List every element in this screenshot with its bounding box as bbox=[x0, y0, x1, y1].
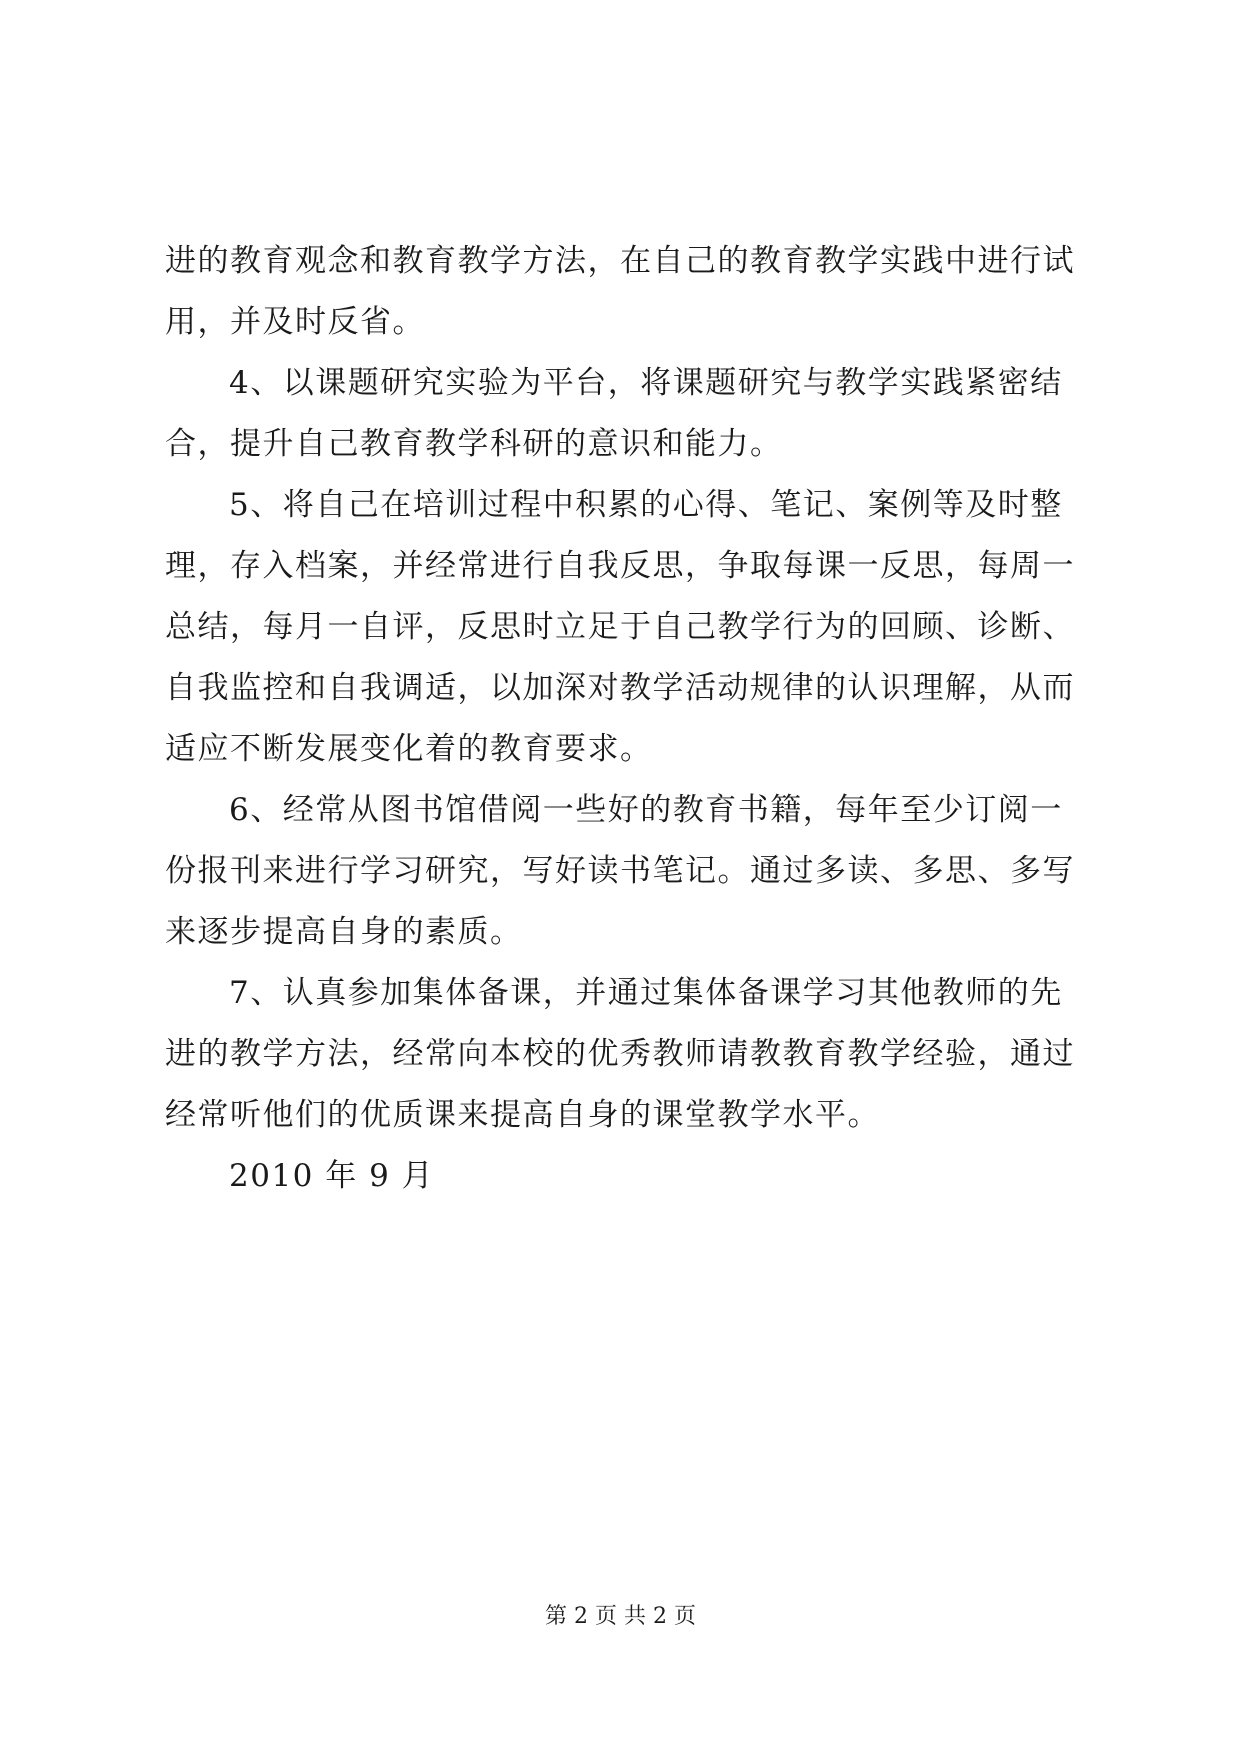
text-line: 总结，每月一自评，反思时立足于自己教学行为的回顾、诊断、 bbox=[165, 609, 1075, 645]
text-line: 4、以课题研究实验为平台，将课题研究与教学实践紧密结 bbox=[229, 365, 1063, 401]
page-footer bbox=[0, 1602, 1241, 1632]
text-line: 7、认真参加集体备课，并通过集体备课学习其他教师的先 bbox=[229, 975, 1063, 1011]
document-body bbox=[165, 231, 1095, 1207]
text-line: 用，并及时反省。 bbox=[165, 304, 425, 340]
text-line: 经常听他们的优质课来提高自身的课堂教学水平。 bbox=[165, 1097, 880, 1133]
text-line: 来逐步提高自身的素质。 bbox=[165, 914, 523, 950]
page-number-label: 第 2 页 共 2 页 bbox=[545, 1604, 696, 1629]
text-line: 5、将自己在培训过程中积累的心得、笔记、案例等及时整 bbox=[229, 487, 1063, 523]
text-line: 进的教学方法，经常向本校的优秀教师请教教育教学经验，通过 bbox=[165, 1036, 1075, 1072]
paragraph-item-4 bbox=[165, 353, 1095, 475]
text-line: 份报刊来进行学习研究，写好读书笔记。通过多读、多思、多写 bbox=[165, 853, 1075, 889]
text-line: 理，存入档案，并经常进行自我反思，争取每课一反思，每周一 bbox=[165, 548, 1075, 584]
paragraph-item-5 bbox=[165, 475, 1095, 780]
date-line bbox=[165, 1146, 1095, 1207]
paragraph-item-6 bbox=[165, 780, 1095, 963]
text-line: 合，提升自己教育教学科研的意识和能力。 bbox=[165, 426, 783, 462]
text-line: 适应不断发展变化着的教育要求。 bbox=[165, 731, 653, 767]
paragraph bbox=[165, 231, 1095, 353]
paragraph-item-7 bbox=[165, 963, 1095, 1146]
text-line: 6、经常从图书馆借阅一些好的教育书籍，每年至少订阅一 bbox=[229, 792, 1063, 828]
text-line: 进的教育观念和教育教学方法，在自己的教育教学实践中进行试 bbox=[165, 243, 1075, 279]
document-date: 2010 年 9 月 bbox=[229, 1158, 435, 1194]
text-line: 自我监控和自我调适，以加深对教学活动规律的认识理解，从而 bbox=[165, 670, 1075, 706]
